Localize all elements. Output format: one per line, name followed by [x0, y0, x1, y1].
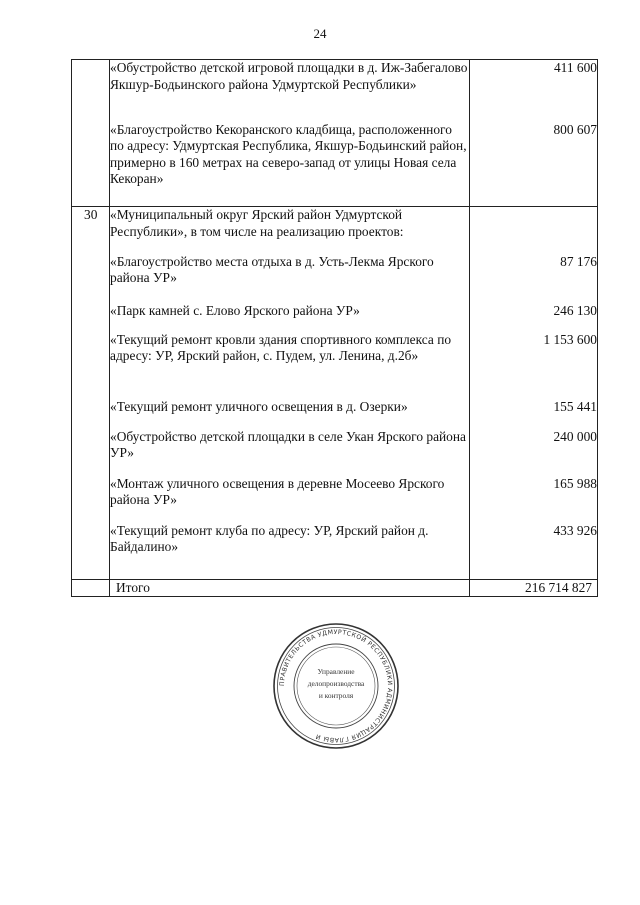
row-number	[72, 523, 110, 580]
table-row	[72, 254, 598, 303]
page-number: 24	[313, 26, 327, 41]
table-row	[72, 303, 598, 332]
stamp-outer-text: ПРАВИТЕЛЬСТВА УДМУРТСКОЙ РЕСПУБЛИКИ АДМИНИСТРАЦИЯ ГЛАВЫ И	[278, 628, 394, 744]
municipality-name: «Муниципальный округ Ярский район Удмуртской Республики», в том числе на реализацию проектов:	[110, 207, 470, 254]
stamp-inner-line: Управление	[317, 667, 355, 676]
table-row	[72, 207, 598, 254]
project-amount: 240 000	[470, 429, 598, 476]
stamp-inner-line: и контроля	[318, 691, 354, 700]
project-amount	[470, 207, 598, 254]
funding-table	[71, 59, 598, 597]
table-row	[72, 332, 598, 399]
project-amount: 246 130	[470, 303, 598, 332]
table-row	[72, 399, 598, 429]
table-row	[72, 122, 598, 207]
project-name: «Текущий ремонт клуба по адресу: УР, Ярский район д. Байдалино»	[110, 523, 470, 580]
project-amount: 165 988	[470, 476, 598, 523]
project-amount: 87 176	[470, 254, 598, 303]
row-number	[72, 303, 110, 332]
row-number: 30	[72, 207, 110, 254]
table-row	[72, 60, 598, 122]
row-number	[72, 332, 110, 399]
table-row	[72, 476, 598, 523]
project-amount: 1 153 600	[470, 332, 598, 399]
project-amount: 411 600	[470, 60, 598, 122]
row-number	[72, 429, 110, 476]
project-name: «Обустройство детской площадки в селе Укан Ярского района УР»	[110, 429, 470, 476]
row-number	[72, 254, 110, 303]
project-name: «Благоустройство Кекоранского кладбища, расположенного по адресу: Удмуртская Республика, Якшур-Бодьинский район, примерно в 160 метрах на северо-запад от улицы Новая села Кекоран»	[110, 122, 470, 207]
row-number	[72, 60, 110, 122]
project-amount: 800 607	[470, 122, 598, 207]
project-name: «Благоустройство места отдыха в д. Усть-Лекма Ярского района УР»	[110, 254, 470, 303]
project-name: «Текущий ремонт уличного освещения в д. Озерки»	[110, 399, 470, 429]
table-row	[72, 523, 598, 580]
project-name: «Текущий ремонт кровли здания спортивного комплекса по адресу: УР, Ярский район, с. Пудем, ул. Ленина, д.2б»	[110, 332, 470, 399]
project-name: «Монтаж уличного освещения в деревне Мосеево Ярского района УР»	[110, 476, 470, 523]
total-label: Итого	[110, 580, 470, 597]
total-number-cell	[72, 580, 110, 597]
row-number	[72, 476, 110, 523]
row-number	[72, 399, 110, 429]
project-amount: 155 441	[470, 399, 598, 429]
project-name: «Парк камней с. Елово Ярского района УР»	[110, 303, 470, 332]
total-amount: 216 714 827	[470, 580, 598, 597]
stamp-inner-line: делопроизводства	[307, 679, 365, 688]
total-row	[72, 580, 598, 597]
official-stamp	[272, 622, 400, 750]
project-name: «Обустройство детской игровой площадки в д. Иж-Забегалово Якшур-Бодьинского района Удмуртской Республики»	[110, 60, 470, 122]
project-amount: 433 926	[470, 523, 598, 580]
table-row	[72, 429, 598, 476]
row-number	[72, 122, 110, 207]
